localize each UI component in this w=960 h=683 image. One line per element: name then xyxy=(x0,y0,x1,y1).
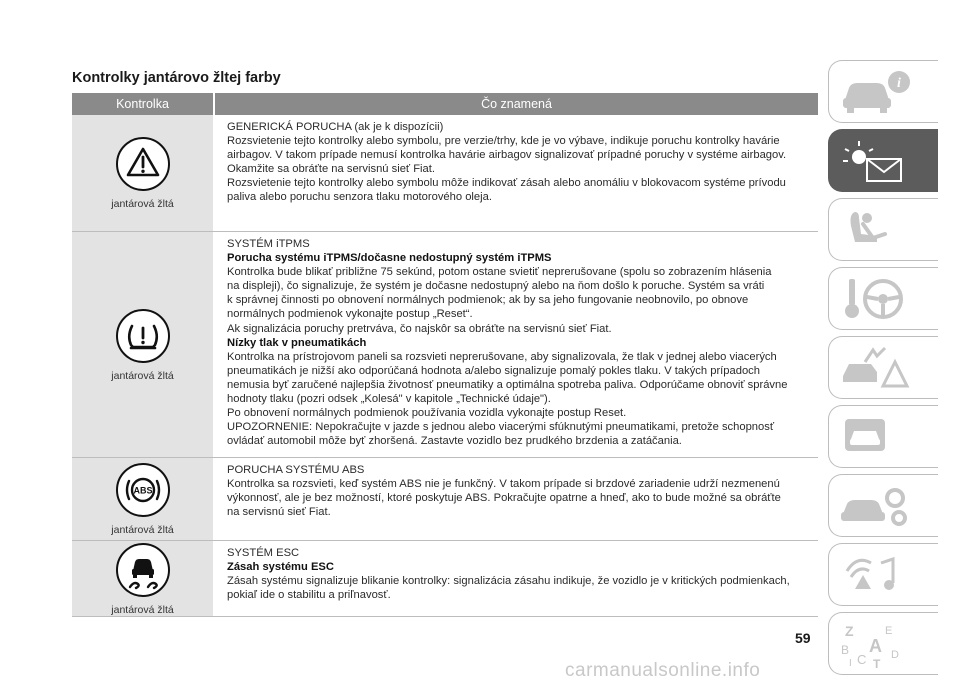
index-letter: B xyxy=(841,643,850,657)
tab-starting-driving[interactable] xyxy=(828,267,938,330)
table-header xyxy=(72,93,818,115)
text-line: na displeji), čo signalizuje, že systém je dočasne nedostupný alebo na ňom došlo k poruche. Systém sa vráti xyxy=(227,280,765,293)
icon-caption: jantárová žltá xyxy=(111,198,174,210)
tab-technical-data[interactable] xyxy=(828,474,938,537)
icon-cell xyxy=(72,541,213,616)
tab-warning-lights[interactable] xyxy=(828,129,938,192)
tab-emergency[interactable] xyxy=(828,336,938,399)
tire-pressure-icon xyxy=(115,308,171,364)
page-number: 59 xyxy=(795,630,811,646)
alphabet-index-icon xyxy=(837,618,917,670)
watermark: carmanualsonline.info xyxy=(565,660,761,681)
text-line: UPOZORNENIE: Nepokračujte v jazde s jednou alebo viacerými sfúknutými pneumatikami, pretože schopnosť xyxy=(227,421,775,434)
text-line: výkonnosť, ale je bez možností, ktoré poskytuje ABS. Pokračujte opatrne a hneď, ako to bude možné sa obráťte xyxy=(227,492,781,505)
description-cell xyxy=(213,232,818,457)
index-letter: T xyxy=(873,657,881,670)
text-line: SYSTÉM iTPMS xyxy=(227,238,310,250)
index-letter: D xyxy=(891,649,899,661)
table-row xyxy=(72,541,818,617)
warning-triangle-icon xyxy=(115,136,171,192)
tab-safety[interactable] xyxy=(828,198,938,261)
text-line: pokiaľ ide o stabilitu a priľnavosť. xyxy=(227,589,391,602)
seat-airbag-icon xyxy=(837,204,917,256)
text-line: nemusia byť zaručené najlepšia životnosť pneumatiky a optimálna spotreba paliva. Odporúčame obnoviť správne xyxy=(227,378,788,391)
text-line: Kontrolka sa rozsvieti, keď systém ABS nie je funkčný. V takom prípade si brzdové zariadenie udrží nezmenenú xyxy=(227,478,780,491)
warning-lights-table xyxy=(72,93,818,617)
text-line: Kontrolka na prístrojovom paneli sa rozsvieti neprerušovane, aby signalizovala, že tlak v jednej alebo viacerých xyxy=(227,350,777,363)
icon-caption: jantárová žltá xyxy=(111,369,174,382)
subheading: Nízky tlak v pneumatikách xyxy=(227,336,367,349)
index-letter: Z xyxy=(845,623,854,639)
description-cell xyxy=(213,115,818,231)
multimedia-music-icon xyxy=(837,549,917,601)
index-letter: E xyxy=(885,625,893,637)
text-line: Rozsvietenie tejto kontrolky alebo symbolu, pre verzie/trhy, kde je vo výbave, indikuje poruchu kontrolky havárie xyxy=(227,135,780,148)
key-steering-wheel-icon xyxy=(837,273,917,325)
car-gears-icon xyxy=(837,480,917,532)
index-letter: I xyxy=(849,658,852,669)
table-row xyxy=(72,232,818,458)
index-letter: C xyxy=(857,652,867,667)
description-cell xyxy=(213,458,818,540)
abs-icon xyxy=(115,462,171,518)
text-line: na servisnú sieť Fiat. xyxy=(227,506,331,519)
accident-warning-icon xyxy=(837,342,917,394)
abs-label: ABS xyxy=(132,485,153,496)
svg-text:i: i xyxy=(897,76,901,91)
icon-caption: jantárová žltá xyxy=(111,603,174,616)
section-title: Kontrolky jantárovo žltej farby xyxy=(72,70,281,86)
text-line: normálnych podmienok vykonajte postup „Reset“. xyxy=(227,308,473,321)
text-line: SYSTÉM ESC xyxy=(227,547,300,559)
subheading: Porucha systému iTPMS/dočasne nedostupný systém iTPMS xyxy=(227,252,552,265)
icon-caption: jantárová žltá xyxy=(111,524,174,536)
text-line: Zásah systému signalizuje blikanie kontrolky: signalizácia zásahu indikuje, že vozidlo je v kritických podmienkach, xyxy=(227,575,790,588)
car-info-icon xyxy=(837,66,917,118)
text-line: GENERICKÁ PORUCHA (ak je k dispozícii) xyxy=(227,121,444,133)
tab-service[interactable] xyxy=(828,405,938,468)
text-line: PORUCHA SYSTÉMU ABS xyxy=(227,464,365,476)
table-row xyxy=(72,115,818,232)
text-line: Kontrolka bude blikať približne 75 sekúnd, potom ostane svietiť neprerušovane (spolu so zobrazením hlásenia xyxy=(227,266,772,279)
tab-car-info[interactable] xyxy=(828,60,938,123)
header-kontrolka: Kontrolka xyxy=(116,97,169,111)
icon-cell xyxy=(72,115,213,231)
car-service-icon xyxy=(837,411,917,463)
text-line: paliva alebo poruchu senzora tlaku motorového oleja. xyxy=(227,191,492,204)
text-line: k správnej činnosti po obnovení normálnych podmienok; ak by sa jeho fungovanie neobnovilo, po obnove xyxy=(227,294,749,307)
subheading: Zásah systému ESC xyxy=(227,561,334,574)
chapter-tabs xyxy=(828,60,938,681)
index-letter: A xyxy=(869,636,882,656)
text-line: ovládať automobil môže byť zhoršená. Zastavte vozidlo bez prudkého brzdenia a zatáčania. xyxy=(227,435,682,448)
text-line: airbagov. V takom prípade nemusí kontrolka havárie airbagov signalizovať prípadné poruchy v systéme airbagov. xyxy=(227,149,787,162)
esc-skid-icon xyxy=(115,542,171,598)
icon-cell xyxy=(72,458,213,540)
text-line: Rozsvietenie tejto kontrolky alebo symbolu môže indikovať zásah alebo anomáliu v blokovacom systéme prívodu xyxy=(227,177,786,190)
table-row xyxy=(72,458,818,541)
icon-cell xyxy=(72,232,213,457)
text-line: pneumatikách je nižší ako odporúčaná hodnota a/alebo signalizuje pomalý pokles tlaku. V takých prípadoch xyxy=(227,364,760,377)
text-line: Okamžite sa obráťte na servisnú sieť Fiat. xyxy=(227,163,435,176)
description-cell xyxy=(213,541,818,616)
text-line: hodnoty tlaku (pozri odsek „Kolesá" v kapitole „Technické údaje"). xyxy=(227,393,551,406)
tab-index[interactable] xyxy=(828,612,938,675)
warning-light-message-icon xyxy=(837,135,917,187)
header-co-znamena: Čo znamená xyxy=(213,93,818,115)
text-line: Ak signalizácia poruchy pretrváva, čo najskôr sa obráťte na servisnú sieť Fiat. xyxy=(227,322,612,335)
tab-multimedia[interactable] xyxy=(828,543,938,606)
text-line: Po obnovení normálnych podmienok používania vozidla vykonajte postup Reset. xyxy=(227,407,627,420)
